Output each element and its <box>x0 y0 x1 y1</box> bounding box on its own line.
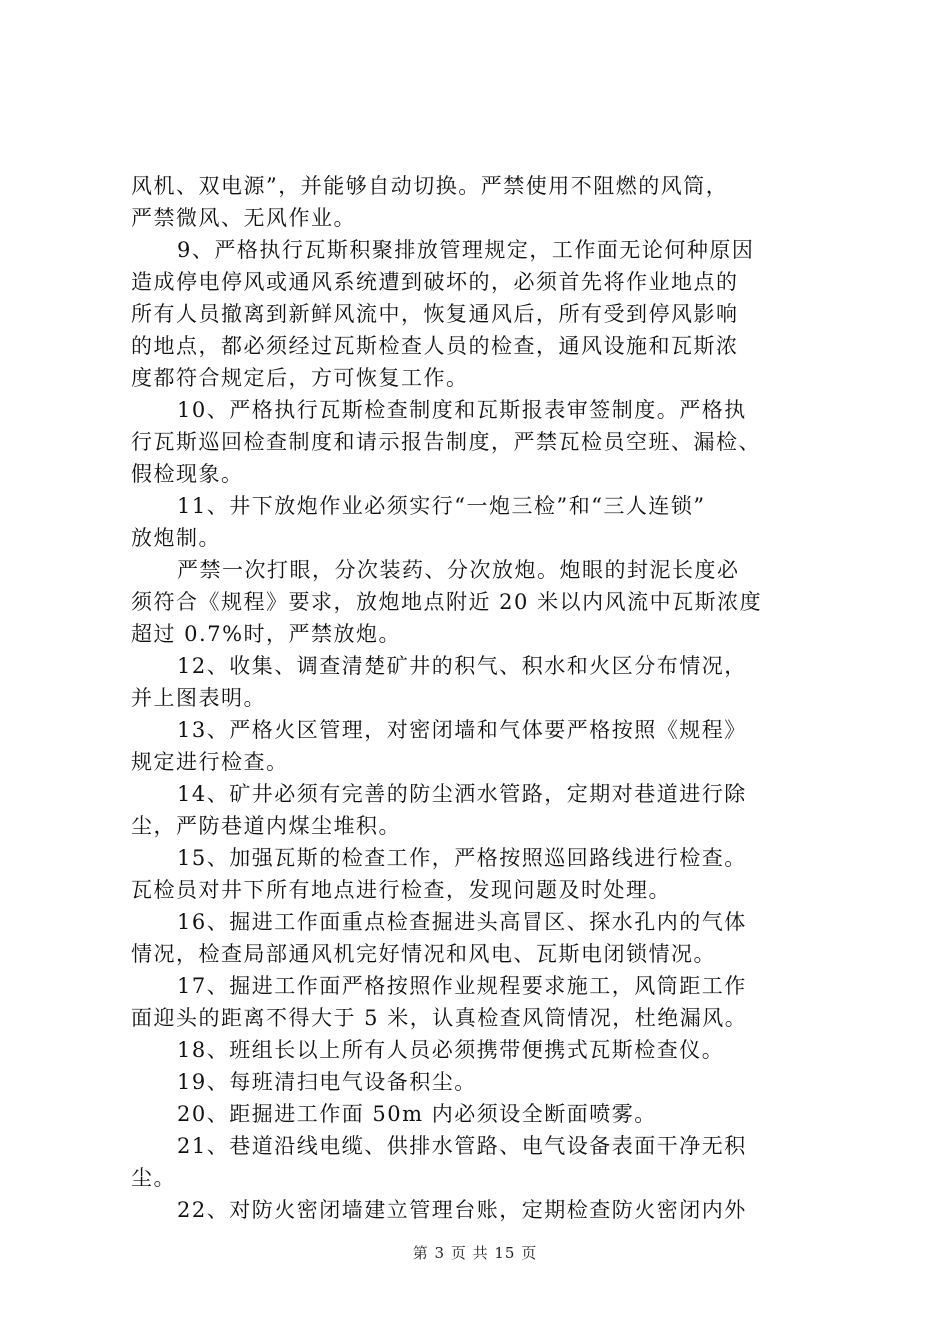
text-line: 规定进行检查。 <box>131 750 289 774</box>
text-line: 假检现象。 <box>131 462 244 486</box>
text-line: 面迎头的距离不得大于 5 米，认真检查风筒情况，杜绝漏风。 <box>131 1006 748 1030</box>
text-line: 的地点，都必须经过瓦斯检查人员的检查，通风设施和瓦斯浓 <box>131 334 739 358</box>
text-line: 22、对防火密闭墙建立管理台账，定期检查防火密闭内外 <box>177 1198 747 1222</box>
text-line: 尘。 <box>131 1166 176 1190</box>
text-line: 18、班组长以上所有人员必须携带便携式瓦斯检查仪。 <box>177 1038 725 1062</box>
text-line: 严禁一次打眼，分次装药、分次放炮。炮眼的封泥长度必 <box>177 558 740 582</box>
text-line: 12、收集、调查清楚矿井的积气、积水和火区分布情况， <box>177 654 747 678</box>
text-line: 瓦检员对井下所有地点进行检查，发现问题及时处理。 <box>131 878 671 902</box>
document-body <box>131 170 831 1226</box>
text-line: 20、距掘进工作面 50m 内必须设全断面喷雾。 <box>177 1102 657 1126</box>
text-line: 情况，检查局部通风机完好情况和风电、瓦斯电闭锁情况。 <box>131 942 716 966</box>
text-line: 风机、双电源”，并能够自动切换。严禁使用不阻燃的风筒， <box>131 174 729 198</box>
text-line: 10、严格执行瓦斯检查制度和瓦斯报表审签制度。严格执 <box>177 398 747 422</box>
text-line: 所有人员撤离到新鲜风流中，恢复通风后，所有受到停风影响 <box>131 302 739 326</box>
text-line: 超过 0.7%时，严禁放炮。 <box>131 622 402 646</box>
text-line: 行瓦斯巡回检查制度和请示报告制度，严禁瓦检员空班、漏检、 <box>131 430 761 454</box>
text-line: 13、严格火区管理，对密闭墙和气体要严格按照《规程》 <box>177 718 747 742</box>
text-line: 21、巷道沿线电缆、供排水管路、电气设备表面干净无积 <box>177 1134 747 1158</box>
text-line: 须符合《规程》要求，放炮地点附近 20 米以内风流中瓦斯浓度 <box>131 590 763 614</box>
page-footer: 第 3 页 共 15 页 <box>412 1244 538 1262</box>
text-line: 造成停电停风或通风系统遭到破坏的，必须首先将作业地点的 <box>131 270 739 294</box>
text-line: 14、矿井必须有完善的防尘洒水管路，定期对巷道进行除 <box>177 782 747 806</box>
text-line: 11、井下放炮作业必须实行“一炮三检”和“三人连锁” <box>177 494 706 518</box>
text-line: 15、加强瓦斯的检查工作，严格按照巡回路线进行检查。 <box>177 846 747 870</box>
text-line: 并上图表明。 <box>131 686 266 710</box>
text-line: 9、严格执行瓦斯积聚排放管理规定，工作面无论何种原因 <box>177 238 755 262</box>
text-line: 17、掘进工作面严格按照作业规程要求施工，风筒距工作 <box>177 974 747 998</box>
text-line: 度都符合规定后，方可恢复工作。 <box>131 366 469 390</box>
text-line: 16、掘进工作面重点检查掘进头高冒区、探水孔内的气体 <box>177 910 747 934</box>
text-line: 严禁微风、无风作业。 <box>131 206 356 230</box>
text-line: 19、每班清扫电气设备积尘。 <box>177 1070 477 1094</box>
text-line: 放炮制。 <box>131 526 221 550</box>
text-line: 尘，严防巷道内煤尘堆积。 <box>131 814 401 838</box>
